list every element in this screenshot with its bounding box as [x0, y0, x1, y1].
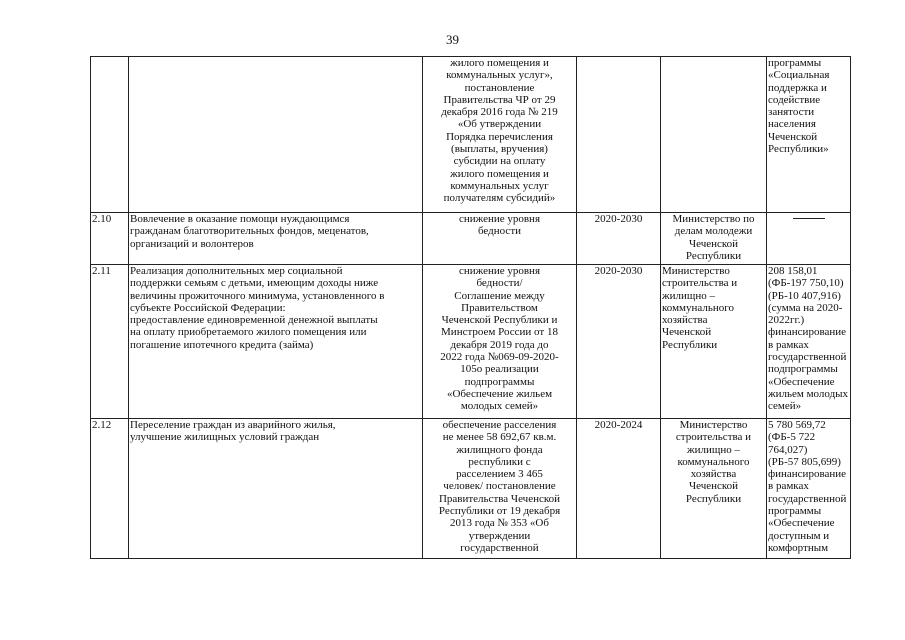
term-value: 2020-2030 [594, 265, 643, 277]
cell-line: жилищно – [687, 443, 740, 456]
cell-line: Реализация дополнительных мер социальной [130, 265, 343, 277]
cell-line: государственной [460, 541, 539, 554]
empty-dash [793, 218, 825, 219]
cell-line: Чеченской [662, 326, 712, 339]
cell-line: подпрограммы [768, 363, 838, 376]
cell-line: Правительства Чеченской [438, 492, 561, 505]
cell-line: улучшение жилищных условий граждан [130, 431, 320, 444]
cell-line: жилищного фонда [456, 443, 543, 456]
cell-line: (выплаты, вручения) [451, 143, 548, 156]
cell-line: жилого помещения и [450, 57, 549, 69]
financing-cell [767, 213, 851, 265]
executor-cell [661, 419, 767, 559]
cell-line: «Об утверждении [457, 118, 542, 131]
cell-line: хозяйства [662, 314, 708, 327]
row-number-cell [91, 57, 129, 213]
cell-line: Республики от 19 декабря [438, 505, 561, 518]
cell-line: Республики [685, 249, 742, 262]
cell-line: Чеченской [768, 130, 818, 143]
cell-line: 2022 года №069-09-2020- [440, 351, 559, 364]
financing-cell [767, 57, 851, 213]
cell-line: комфортным [768, 541, 829, 554]
cell-line: Республики [662, 338, 718, 351]
cell-line: коммунальных услуг [450, 179, 549, 192]
cell-line: величины прожиточного минимума, установленного в [130, 289, 385, 302]
measure-name-cell [129, 213, 423, 265]
cell-line: человек/ постановление [443, 480, 556, 493]
cell-line: Министерство [679, 419, 748, 431]
row-number-cell [91, 213, 129, 265]
expected-result-cell [423, 213, 577, 265]
page-number: 39 [446, 32, 459, 47]
cell-line: коммунального [677, 455, 750, 468]
cell-line: не менее 58 692,67 кв.м. [442, 431, 557, 444]
cell-line: субсидии на оплату [453, 155, 546, 168]
cell-line: Порядка перечисления [446, 130, 553, 143]
cell-line: в рамках [768, 338, 809, 351]
table-row [91, 213, 851, 265]
table-row [91, 57, 851, 213]
cell-line: декабря 2019 года до [450, 338, 549, 351]
measures-table [90, 56, 851, 559]
cell-line: (сумма на 2020- [768, 301, 843, 314]
measure-name-cell [129, 57, 423, 213]
cell-line: (РБ-10 407,916) [768, 289, 841, 302]
cell-line: организаций и волонтеров [130, 237, 254, 250]
table-row [91, 419, 851, 559]
cell-line: постановление [464, 81, 535, 94]
cell-line: на оплату приобретаемого жилого помещения или [130, 326, 367, 339]
cell-line: 208 158,01 [768, 265, 818, 277]
row-number: 2.10 [92, 213, 112, 225]
term-value: 2020-2024 [594, 419, 643, 431]
cell-line: (ФБ-5 722 [768, 431, 816, 444]
cell-line: «Социальная [768, 69, 830, 82]
expected-result-cell [423, 419, 577, 559]
cell-line: государственной [768, 351, 847, 364]
cell-line: хозяйства [690, 468, 737, 481]
measure-name-cell [129, 419, 423, 559]
cell-line: занятости [768, 106, 815, 119]
measure-name-cell [129, 265, 423, 419]
financing-cell [767, 265, 851, 419]
cell-line: (РБ-57 805,699) [768, 455, 841, 468]
cell-line: программы [768, 505, 822, 518]
cell-line: Переселение граждан из аварийного жилья, [130, 419, 336, 431]
cell-line: в рамках [768, 480, 809, 493]
cell-line: финансирование [768, 326, 847, 339]
cell-line: коммунальных услуг», [446, 69, 553, 82]
term-cell [577, 57, 661, 213]
term-cell [577, 213, 661, 265]
cell-line: Минстроем России от 18 [441, 326, 558, 339]
cell-line: Республики [685, 492, 742, 505]
cell-line: 2022гг.) [768, 314, 805, 327]
cell-line: Соглашение между [454, 289, 545, 302]
cell-line: поддержки семьям с детьми, имеющим доходы ниже [130, 277, 379, 290]
cell-line: строительства и [662, 277, 738, 290]
row-number: 2.12 [92, 419, 112, 431]
cell-line: программы [768, 57, 822, 69]
cell-line: семей» [768, 400, 802, 413]
cell-line: финансирование [768, 468, 847, 481]
cell-line: Чеченской [688, 480, 739, 493]
cell-line: «Обеспечение [768, 517, 835, 530]
cell-line: предоставление единовременной денежной выплаты [130, 314, 378, 327]
cell-line: доступным и [768, 529, 830, 542]
row-number-cell [91, 265, 129, 419]
cell-line: 5 780 569,72 [768, 419, 826, 431]
executor-cell [661, 265, 767, 419]
cell-line: декабря 2016 года № 219 [441, 106, 558, 119]
cell-line: 105о реализации [460, 363, 539, 376]
cell-line: Министерство [662, 265, 730, 277]
cell-line: поддержка и [768, 81, 827, 94]
cell-line: бедности/ [476, 277, 523, 290]
cell-line: (ФБ-197 750,10) [768, 277, 844, 290]
cell-line: «Обеспечение жильем [446, 387, 553, 400]
term-cell [577, 419, 661, 559]
financing-cell [767, 419, 851, 559]
cell-line: содействие [768, 93, 821, 106]
cell-line: 764,027) [768, 443, 808, 456]
cell-line: Министерство по [672, 213, 755, 225]
cell-line: Правительством [461, 301, 538, 314]
cell-line: делам молодежи [674, 225, 753, 238]
executor-cell [661, 57, 767, 213]
cell-line: подпрограммы [464, 375, 535, 388]
cell-line: Вовлечение в оказание помощи нуждающимся [130, 213, 350, 225]
cell-line: бедности [477, 225, 522, 238]
cell-line: снижение уровня [458, 265, 541, 277]
cell-line: жилого помещения и [450, 167, 549, 180]
cell-line: субъекте Российской Федерации: [130, 301, 286, 314]
expected-result-cell [423, 57, 577, 213]
cell-line: утверждении [468, 529, 531, 542]
cell-line: расселением 3 465 [456, 468, 543, 481]
cell-line: гражданам благотворительных фондов, меценатов, [130, 225, 369, 238]
executor-cell [661, 213, 767, 265]
cell-line: 2013 года № 353 «Об [450, 517, 549, 530]
cell-line: строительства и [675, 431, 752, 444]
cell-line: «Обеспечение [768, 375, 835, 388]
cell-line: погашение ипотечного кредита (займа) [130, 338, 314, 351]
cell-line: жилищно – [662, 289, 715, 302]
cell-line: Чеченской [688, 237, 739, 250]
cell-line: получателям субсидий» [443, 192, 556, 205]
cell-line: республики с [468, 455, 531, 468]
cell-line: молодых семей» [460, 400, 539, 413]
cell-line: Чеченской Республики и [441, 314, 558, 327]
cell-line: коммунального [662, 301, 734, 314]
term-value: 2020-2030 [594, 213, 643, 225]
cell-line: жильем молодых [768, 387, 849, 400]
cell-line: населения [768, 118, 816, 131]
cell-line: Правительства ЧР от 29 [443, 93, 556, 106]
term-cell [577, 265, 661, 419]
cell-line: Республики» [768, 143, 829, 156]
table-row [91, 265, 851, 419]
expected-result-cell [423, 265, 577, 419]
row-number-cell [91, 419, 129, 559]
cell-line: государственной [768, 492, 847, 505]
cell-line: обеспечение расселения [442, 419, 557, 431]
row-number: 2.11 [92, 265, 111, 277]
cell-line: снижение уровня [458, 213, 541, 225]
